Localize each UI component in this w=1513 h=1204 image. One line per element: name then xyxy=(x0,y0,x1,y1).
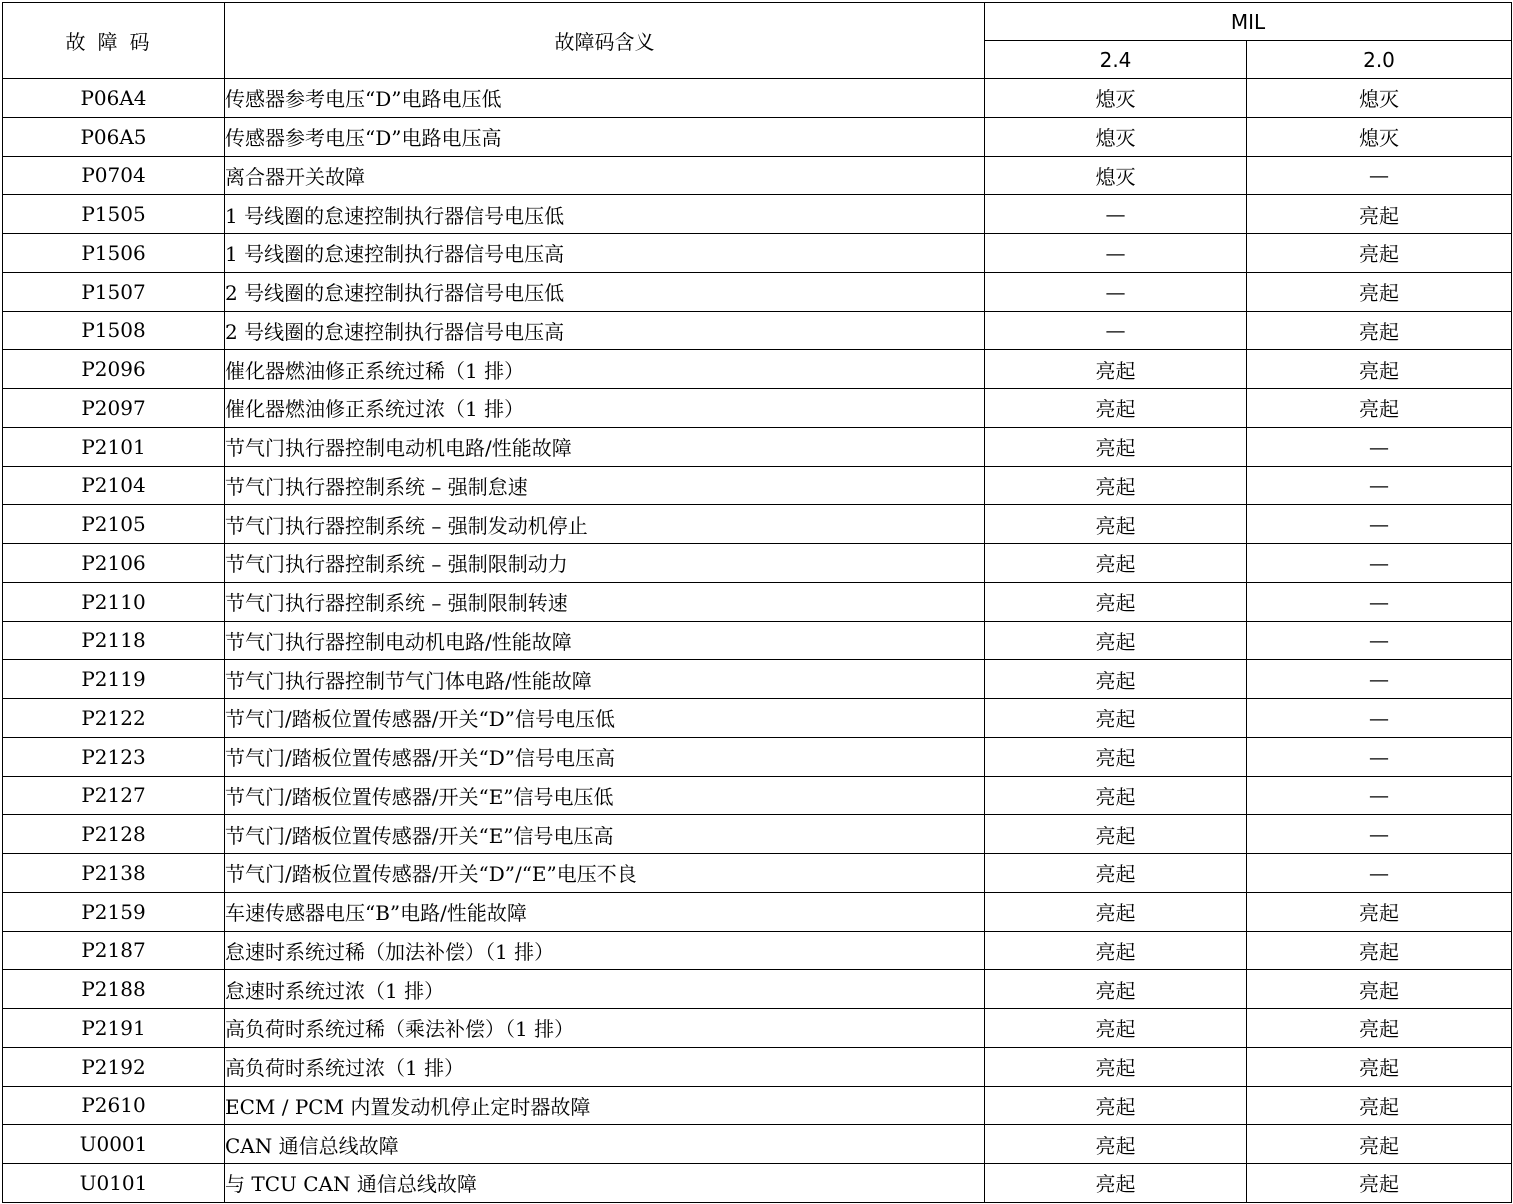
cell-mil-2-0: 亮起 xyxy=(1247,931,1512,970)
table-row xyxy=(3,1086,1512,1125)
header-mil-2-0: 2.0 xyxy=(1247,41,1512,79)
cell-code: P2610 xyxy=(3,1086,225,1125)
header-mil-2-4: 2.4 xyxy=(985,41,1247,79)
table-row xyxy=(3,195,1512,234)
cell-mil-2-4: 亮起 xyxy=(985,737,1247,776)
cell-mil-2-4: 亮起 xyxy=(985,427,1247,466)
cell-mil-2-4: 亮起 xyxy=(985,1125,1247,1164)
table-row xyxy=(3,544,1512,583)
cell-mil-2-4: 亮起 xyxy=(985,505,1247,544)
table-row xyxy=(3,505,1512,544)
cell-mil-2-4: 亮起 xyxy=(985,1164,1247,1203)
cell-mil-2-0: — xyxy=(1247,427,1512,466)
cell-code: P2138 xyxy=(3,854,225,893)
cell-mil-2-0: 亮起 xyxy=(1247,1086,1512,1125)
table-row xyxy=(3,389,1512,428)
table-row xyxy=(3,311,1512,350)
cell-description: 节气门/踏板位置传感器/开关“D”/“E”电压不良 xyxy=(225,854,985,893)
cell-mil-2-0: 亮起 xyxy=(1247,311,1512,350)
table-row xyxy=(3,854,1512,893)
cell-mil-2-0: 亮起 xyxy=(1247,892,1512,931)
cell-mil-2-0: — xyxy=(1247,815,1512,854)
cell-code: P2127 xyxy=(3,776,225,815)
table-row xyxy=(3,272,1512,311)
cell-mil-2-4: 亮起 xyxy=(985,544,1247,583)
cell-mil-2-0: 亮起 xyxy=(1247,1125,1512,1164)
cell-code: P2097 xyxy=(3,389,225,428)
cell-description: 2 号线圈的怠速控制执行器信号电压低 xyxy=(225,272,985,311)
cell-mil-2-0: — xyxy=(1247,737,1512,776)
cell-description: 节气门执行器控制系统 – 强制发动机停止 xyxy=(225,505,985,544)
cell-description: 怠速时系统过浓（1 排） xyxy=(225,970,985,1009)
cell-description: 节气门/踏板位置传感器/开关“D”信号电压高 xyxy=(225,737,985,776)
cell-code: P2118 xyxy=(3,621,225,660)
cell-description: 节气门执行器控制系统 – 强制限制转速 xyxy=(225,582,985,621)
table-row xyxy=(3,117,1512,156)
cell-code: P0704 xyxy=(3,156,225,195)
cell-code: P2105 xyxy=(3,505,225,544)
cell-description: 节气门/踏板位置传感器/开关“D”信号电压低 xyxy=(225,699,985,738)
dtc-table xyxy=(2,2,1512,1203)
cell-mil-2-4: 亮起 xyxy=(985,776,1247,815)
cell-code: P2119 xyxy=(3,660,225,699)
cell-code: P2159 xyxy=(3,892,225,931)
cell-description: 高负荷时系统过稀（乘法补偿）（1 排） xyxy=(225,1009,985,1048)
cell-description: 车速传感器电压“B”电路/性能故障 xyxy=(225,892,985,931)
cell-description: 高负荷时系统过浓（1 排） xyxy=(225,1047,985,1086)
cell-mil-2-0: 亮起 xyxy=(1247,350,1512,389)
cell-code: P2104 xyxy=(3,466,225,505)
cell-mil-2-0: — xyxy=(1247,699,1512,738)
cell-code: P2096 xyxy=(3,350,225,389)
cell-mil-2-4: 亮起 xyxy=(985,970,1247,1009)
cell-code: P2123 xyxy=(3,737,225,776)
table-row xyxy=(3,156,1512,195)
cell-mil-2-4: 亮起 xyxy=(985,1009,1247,1048)
table-row xyxy=(3,427,1512,466)
cell-mil-2-0: 亮起 xyxy=(1247,970,1512,1009)
cell-mil-2-0: 亮起 xyxy=(1247,272,1512,311)
cell-mil-2-0: — xyxy=(1247,466,1512,505)
cell-code: P2191 xyxy=(3,1009,225,1048)
cell-mil-2-0: 熄灭 xyxy=(1247,79,1512,118)
cell-description: 怠速时系统过稀（加法补偿）（1 排） xyxy=(225,931,985,970)
cell-code: P2122 xyxy=(3,699,225,738)
table-row xyxy=(3,931,1512,970)
cell-description: 1 号线圈的怠速控制执行器信号电压低 xyxy=(225,195,985,234)
cell-description: 节气门/踏板位置传感器/开关“E”信号电压高 xyxy=(225,815,985,854)
cell-code: U0001 xyxy=(3,1125,225,1164)
cell-code: P2192 xyxy=(3,1047,225,1086)
table-row xyxy=(3,79,1512,118)
cell-mil-2-4: 亮起 xyxy=(985,1047,1247,1086)
cell-code: P2188 xyxy=(3,970,225,1009)
cell-mil-2-4: 亮起 xyxy=(985,699,1247,738)
cell-mil-2-0: — xyxy=(1247,621,1512,660)
table-row xyxy=(3,1047,1512,1086)
cell-description: 2 号线圈的怠速控制执行器信号电压高 xyxy=(225,311,985,350)
cell-mil-2-0: 亮起 xyxy=(1247,1009,1512,1048)
cell-code: U0101 xyxy=(3,1164,225,1203)
cell-mil-2-4: 亮起 xyxy=(985,621,1247,660)
cell-code: P06A4 xyxy=(3,79,225,118)
table-row xyxy=(3,737,1512,776)
cell-mil-2-4: 亮起 xyxy=(985,660,1247,699)
cell-description: 节气门执行器控制节气门体电路/性能故障 xyxy=(225,660,985,699)
cell-description: 传感器参考电压“D”电路电压高 xyxy=(225,117,985,156)
cell-mil-2-0: — xyxy=(1247,660,1512,699)
table-row xyxy=(3,621,1512,660)
table-row xyxy=(3,234,1512,273)
cell-code: P06A5 xyxy=(3,117,225,156)
cell-code: P2101 xyxy=(3,427,225,466)
cell-mil-2-4: — xyxy=(985,195,1247,234)
table-row xyxy=(3,815,1512,854)
cell-description: 与 TCU CAN 通信总线故障 xyxy=(225,1164,985,1203)
header-mil: MIL xyxy=(985,3,1512,41)
cell-mil-2-4: 亮起 xyxy=(985,892,1247,931)
table-row xyxy=(3,892,1512,931)
cell-description: CAN 通信总线故障 xyxy=(225,1125,985,1164)
cell-description: 催化器燃油修正系统过浓（1 排） xyxy=(225,389,985,428)
table-row xyxy=(3,699,1512,738)
table-row xyxy=(3,776,1512,815)
cell-description: 传感器参考电压“D”电路电压低 xyxy=(225,79,985,118)
cell-mil-2-4: 亮起 xyxy=(985,815,1247,854)
table-row xyxy=(3,582,1512,621)
cell-mil-2-4: 亮起 xyxy=(985,350,1247,389)
cell-mil-2-0: 亮起 xyxy=(1247,389,1512,428)
cell-description: 节气门执行器控制系统 – 强制怠速 xyxy=(225,466,985,505)
cell-code: P1505 xyxy=(3,195,225,234)
cell-code: P2110 xyxy=(3,582,225,621)
cell-mil-2-0: 亮起 xyxy=(1247,1047,1512,1086)
cell-mil-2-4: — xyxy=(985,234,1247,273)
cell-mil-2-4: — xyxy=(985,272,1247,311)
cell-mil-2-4: 亮起 xyxy=(985,931,1247,970)
table-row xyxy=(3,970,1512,1009)
header-meaning: 故障码含义 xyxy=(225,3,985,79)
cell-description: 节气门执行器控制电动机电路/性能故障 xyxy=(225,621,985,660)
cell-description: 1 号线圈的怠速控制执行器信号电压高 xyxy=(225,234,985,273)
cell-description: ECM / PCM 内置发动机停止定时器故障 xyxy=(225,1086,985,1125)
cell-description: 节气门/踏板位置传感器/开关“E”信号电压低 xyxy=(225,776,985,815)
cell-code: P2187 xyxy=(3,931,225,970)
cell-description: 节气门执行器控制电动机电路/性能故障 xyxy=(225,427,985,466)
cell-mil-2-4: 亮起 xyxy=(985,1086,1247,1125)
cell-description: 节气门执行器控制系统 – 强制限制动力 xyxy=(225,544,985,583)
cell-mil-2-0: — xyxy=(1247,776,1512,815)
cell-mil-2-0: — xyxy=(1247,854,1512,893)
cell-mil-2-4: 熄灭 xyxy=(985,117,1247,156)
cell-description: 离合器开关故障 xyxy=(225,156,985,195)
cell-code: P1506 xyxy=(3,234,225,273)
table-row xyxy=(3,350,1512,389)
cell-mil-2-4: 亮起 xyxy=(985,582,1247,621)
cell-description: 催化器燃油修正系统过稀（1 排） xyxy=(225,350,985,389)
cell-mil-2-4: — xyxy=(985,311,1247,350)
table-row xyxy=(3,660,1512,699)
cell-code: P2128 xyxy=(3,815,225,854)
table-row xyxy=(3,466,1512,505)
table-row xyxy=(3,1164,1512,1203)
cell-code: P1507 xyxy=(3,272,225,311)
table-body xyxy=(3,79,1512,1203)
cell-mil-2-0: 熄灭 xyxy=(1247,117,1512,156)
cell-code: P1508 xyxy=(3,311,225,350)
cell-mil-2-4: 熄灭 xyxy=(985,156,1247,195)
cell-code: P2106 xyxy=(3,544,225,583)
cell-mil-2-0: — xyxy=(1247,156,1512,195)
cell-mil-2-4: 亮起 xyxy=(985,854,1247,893)
cell-mil-2-0: 亮起 xyxy=(1247,234,1512,273)
table-row xyxy=(3,1009,1512,1048)
cell-mil-2-0: 亮起 xyxy=(1247,1164,1512,1203)
header-code: 故障码 xyxy=(3,3,225,79)
cell-mil-2-0: 亮起 xyxy=(1247,195,1512,234)
cell-mil-2-0: — xyxy=(1247,505,1512,544)
cell-mil-2-4: 亮起 xyxy=(985,389,1247,428)
table-header xyxy=(3,3,1512,79)
cell-mil-2-0: — xyxy=(1247,582,1512,621)
cell-mil-2-4: 熄灭 xyxy=(985,79,1247,118)
cell-mil-2-4: 亮起 xyxy=(985,466,1247,505)
table-row xyxy=(3,1125,1512,1164)
cell-mil-2-0: — xyxy=(1247,544,1512,583)
